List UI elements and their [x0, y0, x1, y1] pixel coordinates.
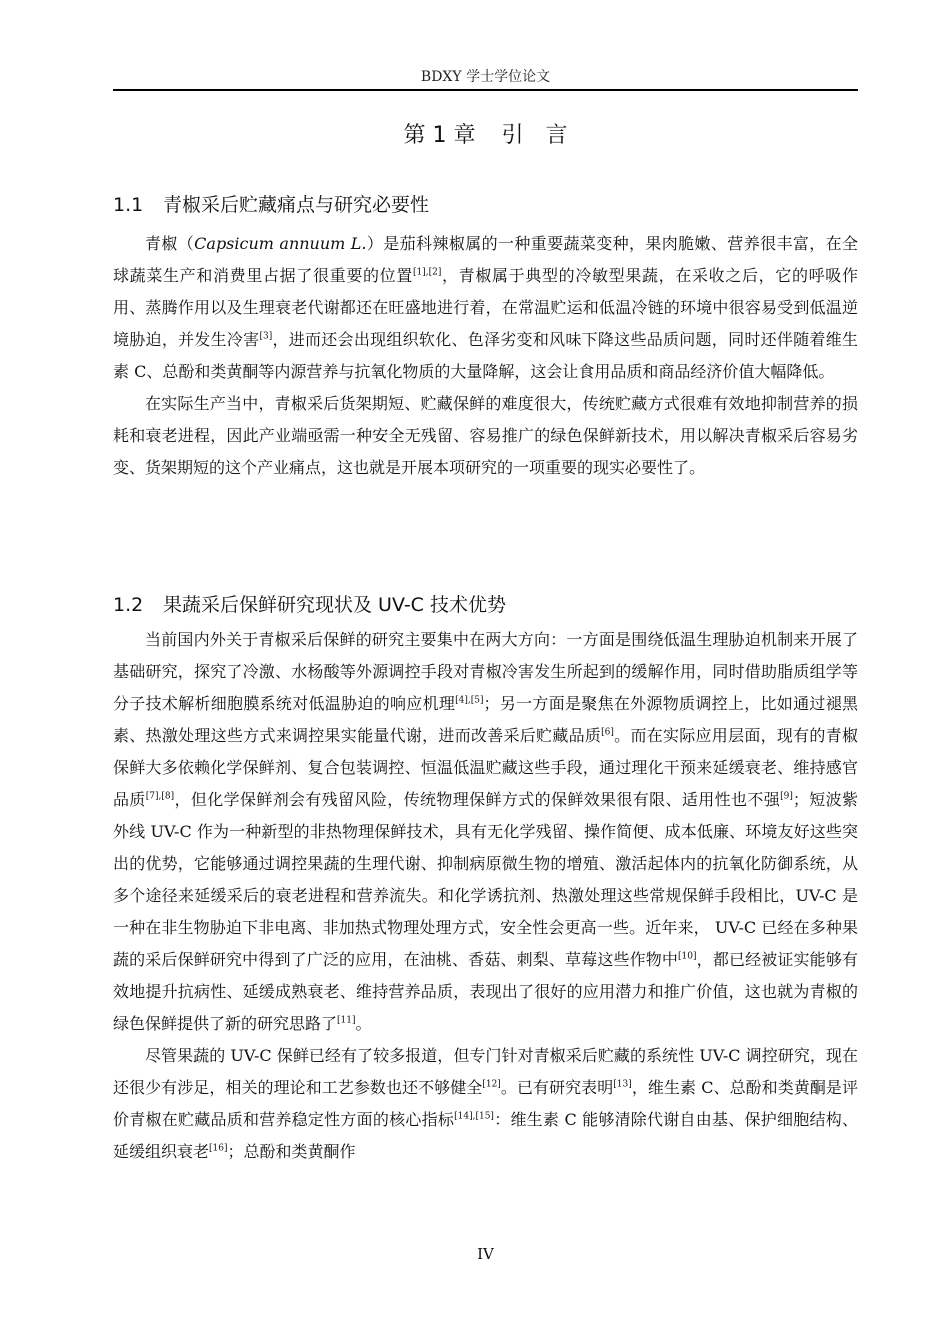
section-heading-1-1 [113, 190, 429, 217]
paragraph: 当前国内外关于青椒采后保鲜的研究主要集中在两大方向：一方面是围绕低温生理胁迫机制来开展了基础研究，探究了冷激、水杨酸等外源调控手段对青椒冷害发生所起到的缓解作用，同时借助脂质组学等分子技术解析细胞膜系统对低温胁迫的响应机理[4],[5]；另一方面是聚焦在外源物质调控上，比如通过褪黑素、热激处理这些方式来调控果实能量代谢，进而改善采后贮藏品质[6]。而在实际应用层面，现有的青椒保鲜大多依赖化学保鲜剂、复合包装调控、恒温低温贮藏这些手段，通过理化干预来延缓衰老、维持感官品质[7],[8]，但化学保鲜剂会有残留风险，传统物理保鲜方式的保鲜效果很有限、适用性也不强[9]；短波紫外线 UV-C 作为一种新型的非热物理保鲜技术，具有无化学残留、操作简便、成本低廉、环境友好这些突出的优势，它能够通过调控果蔬的生理代谢、抑制病原微生物的增殖、激活起体内的抗氧化防御系统，从多个途径来延缓采后的衰老进程和营养流失。和化学诱抗剂、热激处理这些常规保鲜手段相比，UV-C 是一种在非生物胁迫下非电离、非加热式物理处理方式，安全性会更高一些。近年来， UV-C 已经在多种果蔬的采后保鲜研究中得到了广泛的应用，在油桃、香菇、刺梨、草莓这些作物中[10]，都已经被证实能够有效地提升抗病性、延缓成熟衰老、维持营养品质，表现出了很好的应用潜力和推广价值，这也就为青椒的绿色保鲜提供了新的研究思路了[11]。 [113, 630, 858, 1033]
chapter-title-char-2: 言 [545, 123, 568, 148]
species-name: Capsicum annuum L. [194, 234, 367, 253]
citation: [9] [780, 791, 793, 802]
citation: [5] [470, 695, 484, 706]
page-number: IV [477, 1245, 494, 1263]
chapter-title-char-1: 引 [501, 123, 524, 148]
chapter-number: 第 1 章 [403, 123, 476, 148]
section-number: 1.2 [113, 594, 144, 616]
citation: [3] [259, 331, 273, 342]
citation: [14], [454, 1111, 476, 1122]
paragraph: 青椒（Capsicum annuum L.）是茄科辣椒属的一种重要蔬菜变种，果肉脆嫩、营养很丰富，在全球蔬菜生产和消费里占据了很重要的位置[1],[2]，青椒属于典型的冷敏型果蔬，在采收之后，它的呼吸作用、蒸腾作用以及生理衰老代谢都还在旺盛地进行着，在常温贮运和低温冷链的环境中很容易受到低温逆境胁迫，并发生冷害[3]，进而还会出现组织软化、色泽劣变和风味下降这些品质问题，同时还伴随着维生素 C、总酚和类黄酮等内源营养与抗氧化物质的大量降解，这会让食用品质和商品经济价值大幅降低。 [113, 234, 858, 381]
citation: [10] [678, 951, 697, 962]
section-1-1-body [113, 228, 858, 484]
citation: [11] [337, 1015, 356, 1026]
citation: [4], [455, 695, 471, 706]
paragraph: 尽管果蔬的 UV-C 保鲜已经有了较多报道，但专门针对青椒采后贮藏的系统性 UV-C 调控研究，现在还很少有涉足，相关的理论和工艺参数也还不够健全[12]。已有研究表明[13]，维生素 C、总酚和类黄酮是评价青椒在贮藏品质和营养稳定性方面的核心指标[14],[15]：维生素 C 能够清除代谢自由基、保护细胞结构、延缓组织衰老[16]；总酚和类黄酮作 [113, 1046, 858, 1161]
header-rule [113, 89, 858, 91]
citation: [16] [209, 1143, 228, 1154]
section-title: 果蔬采后保鲜研究现状及 UV-C 技术优势 [163, 594, 506, 616]
paragraph: 在实际生产当中，青椒采后货架期短、贮藏保鲜的难度很大，传统贮藏方式很难有效地抑制营养的损耗和衰老进程，因此产业端亟需一种安全无残留、容易推广的绿色保鲜新技术，用以解决青椒采后容易劣变、货架期短的这个产业痛点，这也就是开展本项研究的一项重要的现实必要性了。 [113, 394, 858, 477]
citation: [6] [601, 727, 614, 738]
section-1-2-body [113, 624, 858, 1168]
chapter-title [113, 118, 858, 149]
citation: [15] [475, 1111, 494, 1122]
section-title: 青椒采后贮藏痛点与研究必要性 [163, 194, 430, 216]
section-number: 1.1 [113, 194, 144, 216]
citation: [1],[2] [412, 267, 442, 278]
citation: [12] [482, 1079, 501, 1090]
citation: [13] [613, 1079, 632, 1090]
running-header: BDXY 学士学位论文 [420, 69, 551, 85]
citation: [7],[8] [145, 791, 175, 802]
section-heading-1-2 [113, 590, 506, 617]
